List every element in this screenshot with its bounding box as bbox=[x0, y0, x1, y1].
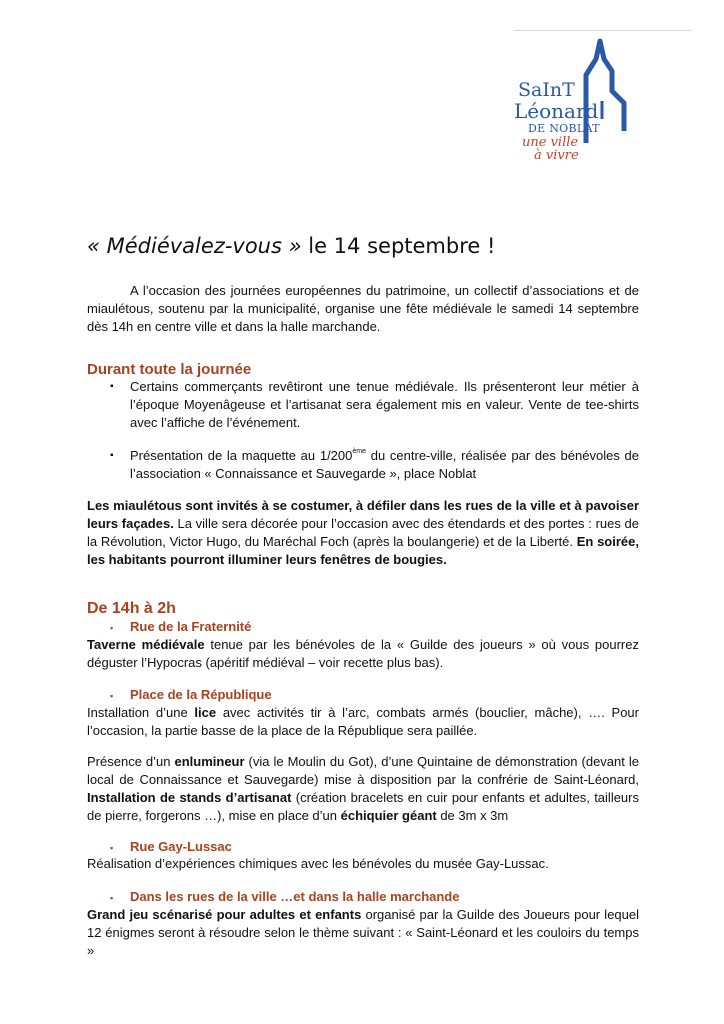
enlumineur-text-a: Présence d’un bbox=[87, 754, 175, 769]
fraternite-paragraph bbox=[87, 636, 639, 672]
stands-bold: Installation de stands d’artisanat bbox=[87, 790, 292, 805]
bullet2-sup: ème bbox=[352, 448, 367, 455]
list-item: Certains commerçants revêtiront une tenue médiévale. Ils présenteront leur métier à l’époque Moyenâgeuse et l’artisanat sera également mis en valeur. Vente de tee-shirts avec l’affiche de l’événement. bbox=[130, 379, 639, 430]
logo-tagline-2: à vivre bbox=[534, 148, 579, 163]
lice-text-a: Installation d’une bbox=[87, 705, 195, 720]
subheading-fraternite bbox=[110, 618, 251, 637]
bullet-icon: ▪ bbox=[110, 843, 114, 853]
enlumineur-paragraph bbox=[87, 753, 639, 825]
gay-lussac-paragraph: Réalisation d’expériences chimiques avec les bénévoles du musée Gay-Lussac. bbox=[87, 856, 549, 871]
bullet-icon: ▪ bbox=[110, 691, 114, 701]
taverne-text: tenue par les bénévoles de la « Guilde des joueurs » où vous pourrez déguster l’Hypocras (apéritif médiéval – voir recette plus bas). bbox=[87, 637, 639, 670]
bullet-icon: ▪ bbox=[110, 623, 114, 633]
jeu-text: organisé par la Guilde des Joueurs pour lequel 12 énigmes seront à résoudre selon le thème suivant : « Saint-Léonard et les couloirs du temps » bbox=[87, 907, 640, 958]
bullet-icon: ▪ bbox=[110, 450, 114, 461]
logo-de-noblat: DE NOBLAT bbox=[528, 122, 600, 135]
logo-tagline-1: une ville bbox=[522, 135, 579, 150]
lice-bold: lice bbox=[194, 705, 217, 720]
costume-bold-1: Les miaulétous sont invités à se costumer, à défiler dans les rues de la ville et à pavoiser leurs façades. bbox=[87, 498, 639, 531]
costume-paragraph bbox=[87, 497, 639, 569]
title-rest: le 14 septembre ! bbox=[301, 234, 496, 258]
subheading-label: Dans les rues de la ville …et dans la halle marchande bbox=[130, 889, 460, 904]
logo-leonard: Léonard bbox=[514, 99, 599, 123]
subheading-label: Place de la République bbox=[130, 687, 272, 702]
bullet2-text-b: du centre-ville, réalisée par des bénévoles de l’association « Connaissance et Sauvegarde », place Noblat bbox=[130, 448, 640, 481]
enlumineur-text-b: (via le Moulin du Got), d’une Quintaine de démonstration (devant le local de Connaissance et Sauvegarde) mise à disposition par la confrérie de Saint-Léonard, bbox=[87, 754, 639, 787]
section-heading-day: Durant toute la journée bbox=[87, 361, 252, 378]
list-item bbox=[130, 447, 639, 483]
title-italic: « Médiévalez-vous » bbox=[87, 234, 302, 258]
bullet2-text-a: Présentation de la maquette au 1/200 bbox=[130, 448, 353, 463]
section-heading-hours: De 14h à 2h bbox=[87, 600, 176, 617]
costume-bold-2: En soirée, les habitants pourront illuminer leurs fenêtres de bougies. bbox=[87, 534, 639, 567]
republique-paragraph bbox=[87, 704, 639, 740]
costume-text: La ville sera décorée pour l’occasion avec des étendards et des portes : rues de la Révolution, Victor Hugo, du Maréchal Foch (après la boulangerie) et de la Liberté. bbox=[87, 516, 640, 549]
jeu-bold: Grand jeu scénarisé pour adultes et enfants bbox=[87, 907, 362, 922]
echiquier-text: de 3m x 3m bbox=[436, 808, 509, 823]
subheading-label: Rue Gay-Lussac bbox=[130, 839, 232, 854]
enlumineur-bold: enlumineur bbox=[174, 754, 245, 769]
logo-saint: SaInT bbox=[518, 79, 575, 101]
subheading-rues bbox=[110, 888, 459, 907]
page-title bbox=[87, 233, 495, 259]
intro-paragraph: A l’occasion des journées européennes du patrimoine, un collectif d’associations et de miaulétous, soutenu par la municipalité, organise une fête médiévale le samedi 14 septembre dès 14h en centre ville et dans la halle marchande. bbox=[87, 283, 639, 334]
stands-text: (création bracelets en cuir pour enfants et adultes, tailleurs de pierre, forgerons …), mise en place d’un bbox=[87, 790, 639, 823]
lice-text-b: avec activités tir à l’arc, combats armés (bouclier, mâche), …. Pour l’occasion, la partie basse de la place de la République sera paillée. bbox=[87, 705, 639, 738]
jeu-paragraph bbox=[87, 906, 639, 960]
taverne-bold: Taverne médiévale bbox=[87, 637, 205, 652]
subheading-label: Rue de la Fraternité bbox=[130, 619, 252, 634]
bullet-icon: ▪ bbox=[110, 381, 114, 392]
subheading-republique bbox=[110, 686, 272, 705]
echiquier-bold: échiquier géant bbox=[340, 808, 437, 823]
bullet-icon: ▪ bbox=[110, 893, 114, 903]
logo bbox=[514, 30, 692, 161]
